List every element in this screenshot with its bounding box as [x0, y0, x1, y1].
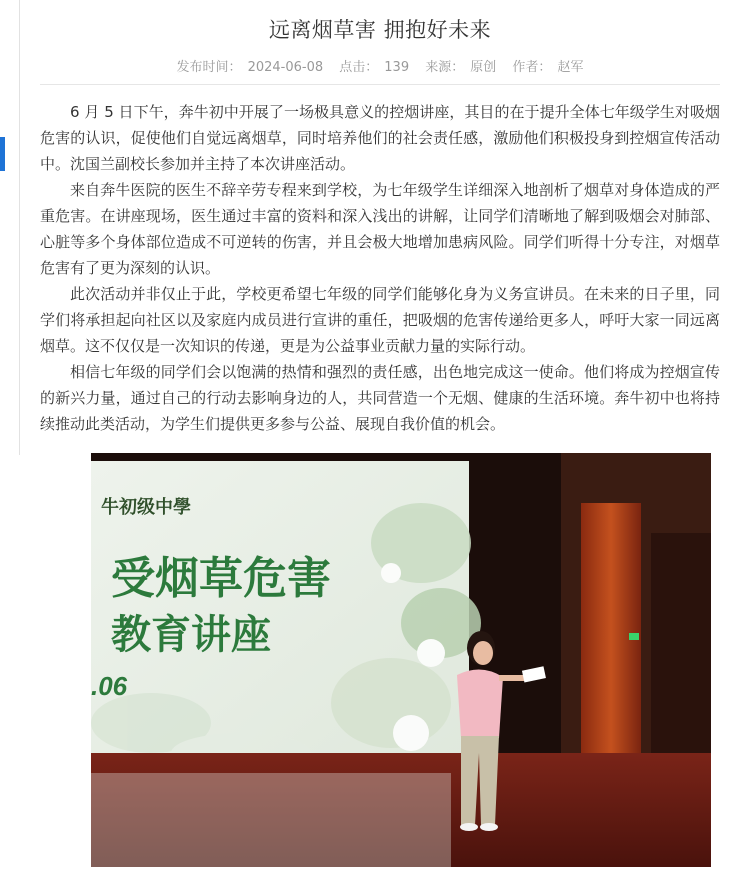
paragraph: 来自奔牛医院的医生不辞辛劳专程来到学校，为七年级学生详细深入地剖析了烟草对身体造成的严重危害。在讲座现场，医生通过丰富的资料和深入浅出的讲解，让同学们清晰地了解到吸烟会对肺部、心脏等多个身体部位造成不可逆转的伤害，并且会极大地增加患病风险。同学们听得十分专注，对烟草危害有了更为深刻的认识。 — [40, 181, 720, 277]
paragraph: 6 月 5 日下午，奔牛初中开展了一场极具意义的控烟讲座，其目的在于提升全体七年级学生对吸烟危害的认识，促使他们自觉远离烟草，同时培养他们的社会责任感，激励他们积极投身到控烟宣传活动中。沈国兰副校长参加并主持了本次讲座活动。 — [40, 103, 720, 173]
screen-school-name: 牛初级中學 — [101, 497, 191, 517]
rail-divider — [19, 0, 20, 455]
stage-wing — [651, 533, 711, 753]
article-title: 远离烟草害 拥抱好未来 — [268, 18, 492, 42]
paragraph: 此次活动并非仅止于此，学校更希望七年级的同学们能够化身为义务宣讲员。在未来的日子里，同学们将承担起向社区以及家庭内成员进行宣讲的重任，把吸烟的危害传递给更多人，呼吁大家一同远离烟草。这不仅仅是一次知识的传递，更是为公益事业贡献力量的实际行动。 — [40, 285, 720, 355]
paragraph: 相信七年级的同学们会以饱满的热情和强烈的责任感，出色地完成这一使命。他们将成为控烟宣传的新兴力量，通过自己的行动去影响身边的人，共同营造一个无烟、健康的生活环境。奔牛初中也将持续推动此类活动，为学生们提供更多参与公益、展现自我价值的机会。 — [40, 363, 720, 433]
screen-headline-2: 教育讲座 — [111, 612, 271, 657]
exit-light — [629, 633, 639, 640]
screen-headline-1: 受烟草危害 — [111, 554, 331, 603]
article — [40, 0, 720, 433]
stage-curtain — [581, 503, 641, 753]
left-rail — [0, 0, 22, 877]
article-meta — [40, 56, 720, 75]
meta-divider — [40, 84, 720, 85]
side-tab-marker[interactable] — [0, 137, 5, 171]
click-count: 点击： 139 — [339, 60, 410, 75]
article-body — [40, 99, 720, 437]
screen-date: .06 — [91, 671, 128, 701]
lecture-photo — [91, 453, 711, 867]
article-author: 作者： 赵军 — [512, 60, 584, 75]
lecture-photo-image — [91, 453, 711, 867]
screen-reflection — [91, 773, 451, 867]
article-source: 来源： 原创 — [425, 60, 497, 75]
publish-time: 发布时间： 2024-06-08 — [176, 60, 324, 75]
